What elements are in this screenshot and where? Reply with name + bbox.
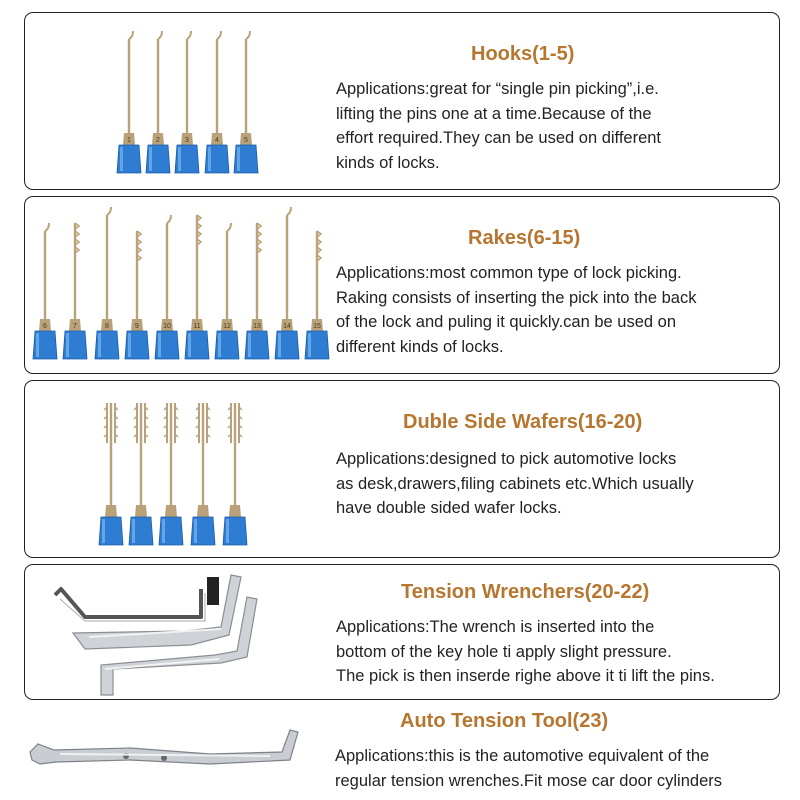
rakes-line-2: Raking consists of inserting the pick into the back bbox=[336, 288, 697, 307]
lock-pick bbox=[33, 223, 57, 359]
pick-number-label: 9 bbox=[135, 323, 139, 330]
lock-pick bbox=[245, 223, 269, 359]
auto-tension-description bbox=[335, 744, 722, 793]
wafers-line-3: have double sided wafer locks. bbox=[336, 499, 562, 517]
wafers-line-1: Applications:designed to pick automotive locks bbox=[336, 450, 677, 468]
wafers-panel bbox=[24, 380, 780, 558]
rakes-panel bbox=[24, 196, 780, 374]
rakes-line-4: different kinds of locks. bbox=[336, 337, 504, 356]
pick-number-label: 3 bbox=[185, 137, 189, 144]
lock-pick bbox=[95, 207, 119, 359]
lock-pick bbox=[305, 231, 329, 359]
auto-tension-section bbox=[0, 700, 800, 800]
wafers-image bbox=[25, 381, 285, 557]
hooks-line-2: lifting the pins one at a time.Because of the bbox=[336, 104, 652, 123]
auto-tension-line-1: Applications:this is the automotive equivalent of the bbox=[335, 747, 710, 765]
lock-pick bbox=[185, 215, 209, 359]
tension-wrench-line-3: The pick is then inserde righe above it ti lift the pins. bbox=[336, 667, 715, 685]
pick-number-label: 5 bbox=[244, 137, 248, 144]
tension-wrench-description bbox=[336, 615, 715, 689]
lock-pick bbox=[155, 215, 179, 359]
wafers-description bbox=[336, 447, 694, 521]
tension-wrench-title: Tension Wrenchers(20-22) bbox=[401, 581, 650, 603]
pick-number-label: 13 bbox=[253, 323, 261, 330]
rakes-description bbox=[336, 261, 696, 359]
lock-pick bbox=[223, 403, 247, 545]
auto-tension-image bbox=[20, 716, 310, 786]
rakes-title: Rakes(6-15) bbox=[468, 227, 581, 249]
pick-number-label: 4 bbox=[215, 137, 219, 144]
pick-number-label: 1 bbox=[127, 137, 131, 144]
lock-pick bbox=[175, 31, 199, 173]
lock-pick bbox=[129, 403, 153, 545]
hooks-line-1: Applications:great for “single pin picking”,i.e. bbox=[336, 80, 659, 98]
rakes-line-3: of the lock and puling it quickly.can be used on bbox=[336, 313, 676, 331]
lock-pick bbox=[215, 223, 239, 359]
pick-number-label: 15 bbox=[313, 323, 321, 330]
hooks-title: Hooks(1-5) bbox=[471, 43, 575, 65]
lock-pick bbox=[63, 223, 87, 359]
pick-number-label: 14 bbox=[283, 323, 291, 330]
hooks-line-3: effort required.They can be used on different bbox=[336, 129, 662, 147]
pick-number-label: 12 bbox=[223, 323, 231, 330]
lock-pick bbox=[125, 231, 149, 359]
auto-tension-title: Auto Tension Tool(23) bbox=[400, 710, 609, 732]
lock-pick bbox=[191, 403, 215, 545]
pick-number-label: 6 bbox=[43, 323, 47, 330]
lock-pick bbox=[146, 31, 170, 173]
wafers-line-2: as desk,drawers,filing cabinets etc.Which usually bbox=[336, 474, 694, 493]
lock-pick bbox=[205, 31, 229, 173]
lock-pick bbox=[234, 31, 258, 173]
tension-wrench-image bbox=[25, 565, 295, 699]
auto-tension-line-2: regular tension wrenches.Fit mose car door cylinders bbox=[335, 771, 723, 790]
rakes-image bbox=[25, 197, 335, 373]
pick-number-label: 10 bbox=[163, 323, 171, 330]
pick-number-label: 7 bbox=[73, 323, 77, 330]
hooks-image bbox=[25, 13, 285, 189]
hooks-description bbox=[336, 77, 661, 175]
hooks-panel bbox=[24, 12, 780, 190]
tension-wrench-panel bbox=[24, 564, 780, 700]
pick-number-label: 8 bbox=[105, 323, 109, 330]
lock-pick bbox=[99, 403, 123, 545]
pick-number-label: 11 bbox=[193, 323, 201, 330]
rakes-line-1: Applications:most common type of lock picking. bbox=[336, 264, 682, 282]
lock-pick bbox=[159, 403, 183, 545]
tension-wrench-line-1: Applications:The wrench is inserted into the bbox=[336, 618, 655, 636]
hooks-line-4: kinds of locks. bbox=[336, 153, 440, 172]
pick-number-label: 2 bbox=[156, 137, 160, 144]
tension-wrench-line-2: bottom of the key hole ti apply slight pressure. bbox=[336, 642, 672, 661]
lock-pick bbox=[275, 207, 299, 359]
wafers-title: Duble Side Wafers(16-20) bbox=[403, 411, 643, 433]
lock-pick bbox=[117, 31, 141, 173]
